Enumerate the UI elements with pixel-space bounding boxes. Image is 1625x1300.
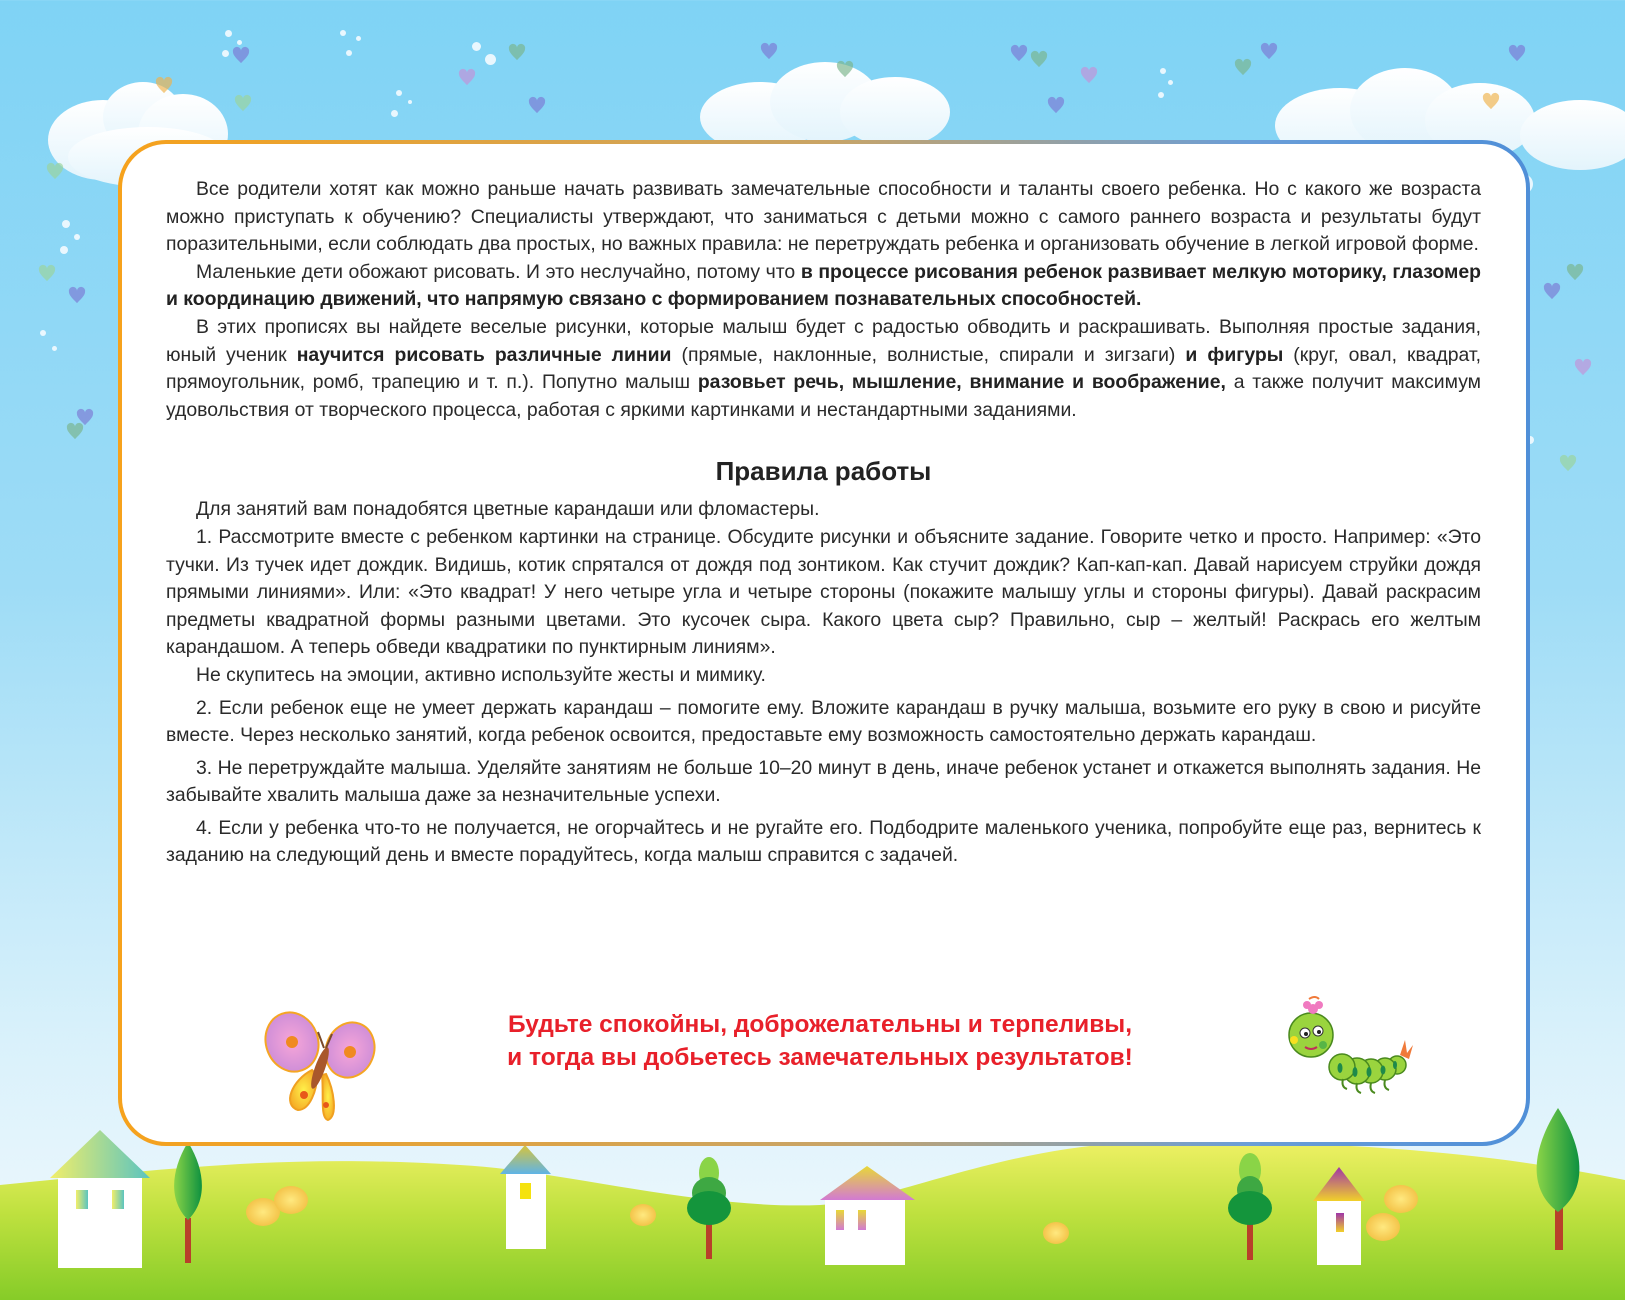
heart-icon xyxy=(1566,263,1584,281)
bubble-dot xyxy=(472,42,481,51)
bubble-dot xyxy=(340,30,346,36)
butterfly-icon xyxy=(262,1010,382,1122)
heart-icon xyxy=(1030,50,1048,68)
heart-icon xyxy=(508,43,526,61)
heart-icon xyxy=(528,96,546,114)
bubble-dot xyxy=(1158,92,1164,98)
heart-icon xyxy=(68,286,86,304)
heart-icon xyxy=(1260,42,1278,60)
rule-4: 4. Если у ребенка что-то не получается, не огорчайтесь и не ругайте его. Подбодрите маленького ученика, попробуйте еще раз, вернитесь к заданию на следующий день и вместе порадуйтесь, когда малыш справится с задачей. xyxy=(166,816,1481,867)
bubble-dot xyxy=(237,40,242,45)
bubble-dot xyxy=(485,54,496,65)
bubble-dot xyxy=(52,346,57,351)
section-title-rules: Правила работы xyxy=(715,456,932,487)
intro-paragraph-3: В этих прописях вы найдете веселые рисунки, которые малыш будет с радостью обводить и раскрашивать. Выполняя простые задания, юный ученик научится рисовать различные линии (прямые, наклонные, волнистые, спирали и зигзаги) и фигуры (круг, овал, квадрат, прямоугольник, ромб, трапецию и т. п.). Попутно малыш разовьет речь, мышление, внимание и воображение, а также получит максимум удовольствия от творческого процесса, работая с яркими картинками и нестандартными заданиями. xyxy=(166,315,1481,421)
bubble-dot xyxy=(60,246,68,254)
heart-icon xyxy=(1482,92,1500,110)
heart-icon xyxy=(458,68,476,86)
heart-icon xyxy=(1080,66,1098,84)
bubble-dot xyxy=(356,36,361,41)
intro-paragraph-2: Маленькие дети обожают рисовать. И это неслучайно, потому что в процессе рисования ребенок развивает мелкую моторику, глазомер и координацию движений, что напрямую связано с формированием познавательных способностей. xyxy=(166,260,1481,311)
motto xyxy=(430,1008,1210,1074)
intro-paragraph-1: Все родители хотят как можно раньше начать развивать замечательные способности и таланты своего ребенка. Но с какого же возраста можно приступать к обучению? Специалисты утверждают, что заниматься с детьми можно с самого раннего возраста и результаты будут поразительными, если соблюдать два простых, но важных правила: не перетруждать ребенка и организовать обучение в легкой игровой форме. xyxy=(166,178,1481,256)
cloud-center xyxy=(700,62,950,142)
heart-icon xyxy=(1543,282,1561,300)
motto-line-1: Будьте спокойны, доброжелательны и терпеливы, xyxy=(507,1011,1133,1038)
heart-icon xyxy=(1508,44,1526,62)
bubble-dot xyxy=(62,220,70,228)
bubble-dot xyxy=(1160,68,1166,74)
rule-1: 1. Рассмотрите вместе с ребенком картинки на странице. Обсудите рисунки и объясните задание. Говорите четко и просто. Например: «Это тучки. Из тучек идет дождик. Видишь, котик спрятался от дождя под зонтиком. Как стучит дождик? Кап-кап-кап. Давай нарисуем струйки дождя прямыми линиями». Или: «Это квадрат! У него четыре угла и четыре стороны (покажите малышу углы и стороны фигуры). Давай раскрасим предметы квадратной формы разными цветами. Это кусочек сыра. Какого цвета сыр? Правильно, сыр – желтый! Раскрась его желтым карандашом. А теперь обведи квадратики по пунктирным линиям». xyxy=(166,525,1481,659)
heart-icon xyxy=(155,76,173,94)
rule-3: 3. Не перетруждайте малыша. Уделяйте занятиям не больше 10–20 минут в день, иначе ребенок устанет и откажется выполнять задания. Не забывайте хвалить малыша даже за незначительные успехи. xyxy=(166,756,1481,807)
rules-lead: Для занятий вам понадобятся цветные карандаши или фломастеры. xyxy=(196,498,820,521)
heart-icon xyxy=(760,42,778,60)
bubble-dot xyxy=(225,30,232,37)
motto-line-2: и тогда вы добьетесь замечательных результатов! xyxy=(507,1044,1133,1071)
heart-icon xyxy=(1234,58,1252,76)
caterpillar-icon xyxy=(1285,995,1415,1110)
heart-icon xyxy=(1574,358,1592,376)
heart-icon xyxy=(1047,96,1065,114)
heart-icon xyxy=(38,264,56,282)
heart-icon xyxy=(232,46,250,64)
heart-icon xyxy=(1010,44,1028,62)
heart-icon xyxy=(836,60,854,78)
rule-1-note: Не скупитесь на эмоции, активно используйте жесты и мимику. xyxy=(196,663,766,686)
bubble-dot xyxy=(391,110,398,117)
rule-2: 2. Если ребенок еще не умеет держать карандаш – помогите ему. Вложите карандаш в ручку малыша, возьмите его руку в свою и рисуйте вместе. Через несколько занятий, когда ребенок освоится, предоставьте ему возможность самостоятельно держать карандаш. xyxy=(166,696,1481,747)
heart-icon xyxy=(66,422,84,440)
bubble-dot xyxy=(222,50,229,57)
heart-icon xyxy=(234,94,252,112)
bubble-dot xyxy=(1168,80,1173,85)
bubble-dot xyxy=(40,330,46,336)
heart-icon xyxy=(1559,454,1577,472)
bubble-dot xyxy=(74,234,80,240)
bubble-dot xyxy=(346,50,352,56)
bubble-dot xyxy=(408,100,412,104)
heart-icon xyxy=(46,162,64,180)
bubble-dot xyxy=(396,90,402,96)
cloud-far-right xyxy=(1520,90,1625,170)
instructions-text xyxy=(166,176,1481,870)
